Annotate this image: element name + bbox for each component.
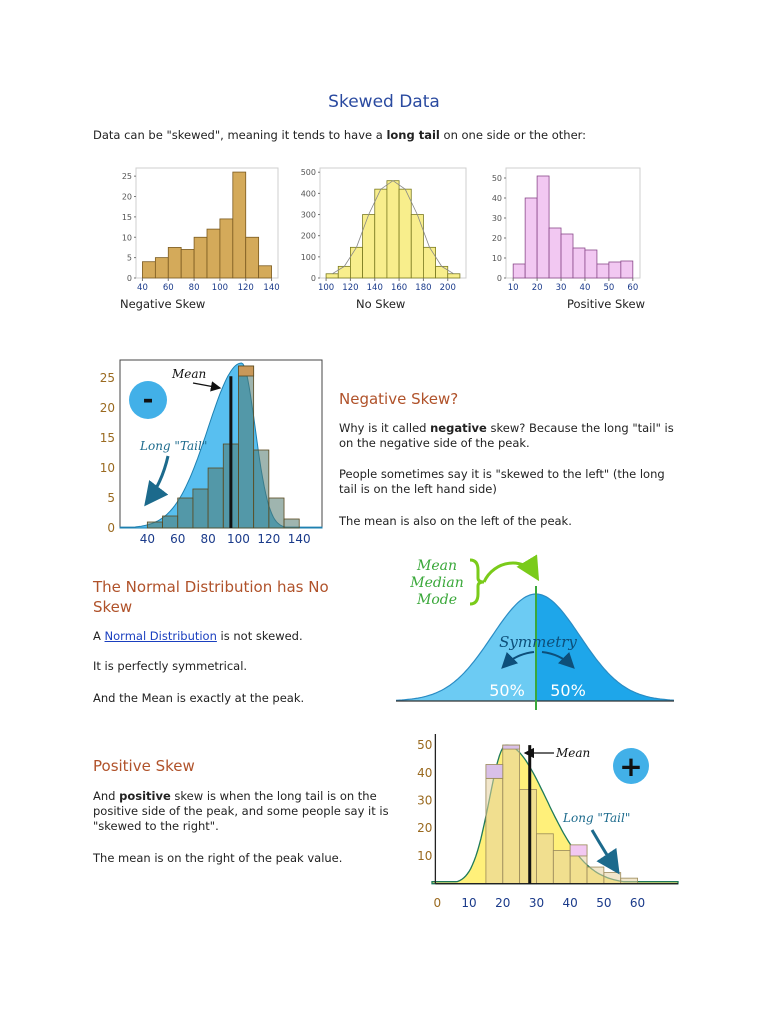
intro-after: on one side or the other: — [439, 128, 587, 142]
y-tick-label: 100 — [300, 252, 316, 262]
y-tick-label: 0 — [126, 274, 132, 283]
negative-skew-caption: Negative Skew — [120, 297, 206, 311]
x-tick-label: 10 — [507, 283, 519, 293]
positive-skew-p2: The mean is on the right of the peak value. — [93, 851, 343, 865]
green-arrow-icon — [484, 563, 536, 582]
y-tick-label: 25 — [99, 371, 115, 385]
x-tick-label: 50 — [596, 896, 612, 910]
x-tick-label: 140 — [287, 532, 311, 546]
y-tick-label: 10 — [99, 461, 115, 475]
x-tick-label: 50 — [603, 283, 615, 293]
bar — [423, 247, 435, 278]
bar — [207, 229, 220, 278]
y-tick-label: 10 — [121, 233, 132, 243]
normal-p2: It is perfectly symmetrical. — [93, 659, 248, 673]
bar — [387, 181, 399, 278]
bar — [338, 266, 350, 278]
y-tick-label: 40 — [417, 765, 433, 780]
left-percent: 50% — [489, 681, 525, 700]
bar — [208, 468, 223, 528]
y-tick-label: 40 — [491, 194, 502, 203]
bar — [147, 522, 162, 528]
x-tick-label: 180 — [415, 283, 432, 293]
positive-skew-detail-chart — [417, 730, 680, 916]
x-tick-label: 10 — [461, 896, 477, 910]
x-tick-label: 100 — [227, 532, 250, 546]
bar — [233, 172, 246, 278]
bar — [597, 264, 609, 278]
bar — [193, 489, 208, 528]
bar — [142, 262, 155, 278]
x-tick-label: 100 — [317, 283, 335, 293]
bar — [168, 247, 181, 278]
y-tick-label: 15 — [99, 431, 115, 445]
bar — [399, 189, 411, 278]
bar — [448, 274, 460, 278]
x-tick-label: 60 — [627, 283, 639, 293]
bar — [181, 249, 194, 278]
negative-p1-after: skew? Because the long "tail" is on the negative side of the peak. — [339, 421, 674, 450]
y-tick-label: 20 — [491, 234, 502, 243]
x-tick-label: 30 — [528, 896, 545, 910]
negative-skew-p2: People sometimes say it is "skewed to the left" (the long tail is on the left hand side) — [339, 467, 665, 496]
bar — [436, 266, 448, 278]
y-tick-label: 30 — [491, 214, 502, 223]
negative-skew-heading: Negative Skew? — [339, 390, 459, 408]
intro-bold: long tail — [386, 128, 440, 142]
x-tick-label: 200 — [439, 283, 456, 293]
negative-skew-p1 — [339, 421, 684, 451]
mean-median-mode-line2: Median — [410, 575, 464, 591]
y-tick-label: 20 — [99, 401, 115, 415]
positive-skew-chart — [484, 162, 644, 297]
x-tick-label: 60 — [162, 283, 174, 293]
brace-icon — [470, 560, 484, 604]
long-tail-label: Long "Tail" — [140, 439, 208, 453]
y-tick-label: 30 — [417, 793, 433, 808]
x-tick-label: 60 — [170, 532, 186, 546]
y-tick-label: 5 — [126, 253, 132, 263]
bar — [411, 215, 423, 278]
positive-p1-before: And — [93, 789, 120, 803]
mean-median-mode-line3: Mode — [416, 592, 458, 608]
negative-p1-before: Why is it called — [339, 421, 431, 435]
bar-tint — [486, 764, 503, 778]
bar — [573, 248, 585, 278]
positive-p1-after: skew is when the long tail is on the positive side of the peak, and some people say it is "skewed to the right". — [93, 789, 389, 833]
x-tick-label: 40 — [139, 532, 155, 546]
y-tick-label: 0 — [496, 274, 502, 283]
bar — [525, 198, 537, 278]
x-tick-label: 100 — [211, 283, 229, 293]
symmetry-label: Symmetry — [499, 633, 577, 651]
bar-peak-top — [503, 745, 520, 749]
x-tick-label: 160 — [390, 283, 408, 293]
bar — [585, 250, 597, 278]
y-tick-label: 10 — [417, 848, 433, 863]
bar — [246, 237, 259, 278]
positive-skew-caption: Positive Skew — [567, 297, 646, 311]
x-tick-label: 140 — [366, 283, 383, 293]
bar — [238, 366, 253, 528]
x-tick-label: 60 — [629, 896, 646, 910]
normal-p1-after: is not skewed. — [216, 629, 303, 643]
bar — [155, 258, 168, 278]
bar — [350, 247, 362, 278]
bar-tint — [570, 845, 587, 856]
x-tick-label: 40 — [562, 896, 578, 910]
bar — [549, 228, 561, 278]
bar — [537, 176, 549, 278]
bar — [503, 745, 520, 884]
y-tick-label: 10 — [491, 254, 502, 263]
intro-before: Data can be "skewed", meaning it tends to have a — [93, 128, 387, 142]
mean-label: Mean — [172, 367, 207, 381]
mean-median-mode-line1: Mean — [417, 558, 457, 574]
minus-sign: - — [142, 385, 154, 415]
plus-sign: + — [619, 750, 643, 783]
bar — [513, 264, 525, 278]
long-tail-arrow-icon — [592, 830, 618, 872]
bar — [326, 274, 338, 278]
y-tick-label: 300 — [300, 210, 316, 220]
x-tick-label: 30 — [555, 283, 567, 293]
normal-distribution-diagram — [394, 552, 676, 712]
normal-p3: And the Mean is exactly at the peak. — [93, 691, 305, 705]
bar — [587, 867, 604, 884]
y-tick-label: 25 — [121, 172, 132, 182]
bar — [178, 498, 193, 528]
y-tick-label: 20 — [121, 192, 132, 202]
bar — [375, 189, 387, 278]
bar — [621, 261, 633, 278]
bar — [520, 789, 537, 883]
y-tick-label: 50 — [417, 738, 433, 753]
no-skew-caption: No Skew — [356, 297, 406, 311]
normal-p1 — [93, 629, 303, 644]
positive-p1-bold: positive — [119, 789, 171, 803]
bar — [561, 234, 573, 278]
x-tick-label: 40 — [579, 283, 591, 293]
bar — [259, 266, 272, 278]
x-tick-label: 120 — [237, 283, 254, 293]
no-skew-chart — [288, 162, 470, 297]
bar — [621, 878, 638, 884]
long-tail-label: Long "Tail" — [563, 811, 631, 825]
bar-peak-top — [238, 366, 253, 376]
positive-skew-p1 — [93, 789, 403, 834]
bar — [609, 262, 621, 278]
bar — [486, 778, 503, 883]
y-tick-label: 50 — [491, 174, 502, 183]
negative-skew-detail-chart — [90, 358, 326, 548]
y-tick-label: 20 — [417, 821, 433, 836]
bar — [284, 519, 299, 528]
x-tick-label: 140 — [263, 283, 280, 293]
bar — [163, 516, 178, 528]
x-tick-label: 40 — [137, 283, 148, 293]
normal-p1-before: A — [93, 629, 105, 643]
x-tick-label: 20 — [531, 283, 543, 293]
y-tick-label: 0 — [310, 274, 316, 283]
x-tick-label: 120 — [342, 283, 359, 293]
y-tick-label: 200 — [300, 231, 316, 241]
bar — [220, 219, 233, 278]
page-title: Skewed Data — [328, 92, 440, 112]
bar — [269, 498, 284, 528]
bar — [604, 873, 621, 884]
negative-skew-p3: The mean is also on the left of the peak. — [339, 514, 572, 528]
bar — [363, 215, 375, 278]
normal-distribution-link[interactable]: Normal Distribution — [104, 629, 217, 643]
positive-skew-heading: Positive Skew — [93, 757, 195, 775]
bar — [553, 850, 570, 883]
y-tick-label: 400 — [300, 189, 316, 199]
normal-heading: The Normal Distribution has No Skew — [93, 578, 329, 616]
mean-label: Mean — [556, 746, 591, 760]
negative-p1-bold: negative — [430, 421, 487, 435]
bar — [254, 450, 269, 528]
y-tick-label: 500 — [300, 168, 316, 178]
x-tick-label: 80 — [188, 283, 200, 293]
x-tick-label: 0 — [433, 896, 442, 910]
intro-text — [93, 128, 586, 142]
bar — [194, 237, 207, 278]
right-percent: 50% — [550, 681, 586, 700]
x-tick-label: 20 — [495, 896, 511, 910]
bar — [536, 834, 553, 884]
y-tick-label: 5 — [107, 491, 115, 505]
negative-skew-chart — [112, 162, 284, 297]
x-tick-label: 120 — [257, 532, 281, 546]
y-tick-label: 0 — [107, 521, 115, 535]
x-tick-label: 80 — [200, 532, 216, 546]
y-tick-label: 15 — [121, 212, 132, 222]
